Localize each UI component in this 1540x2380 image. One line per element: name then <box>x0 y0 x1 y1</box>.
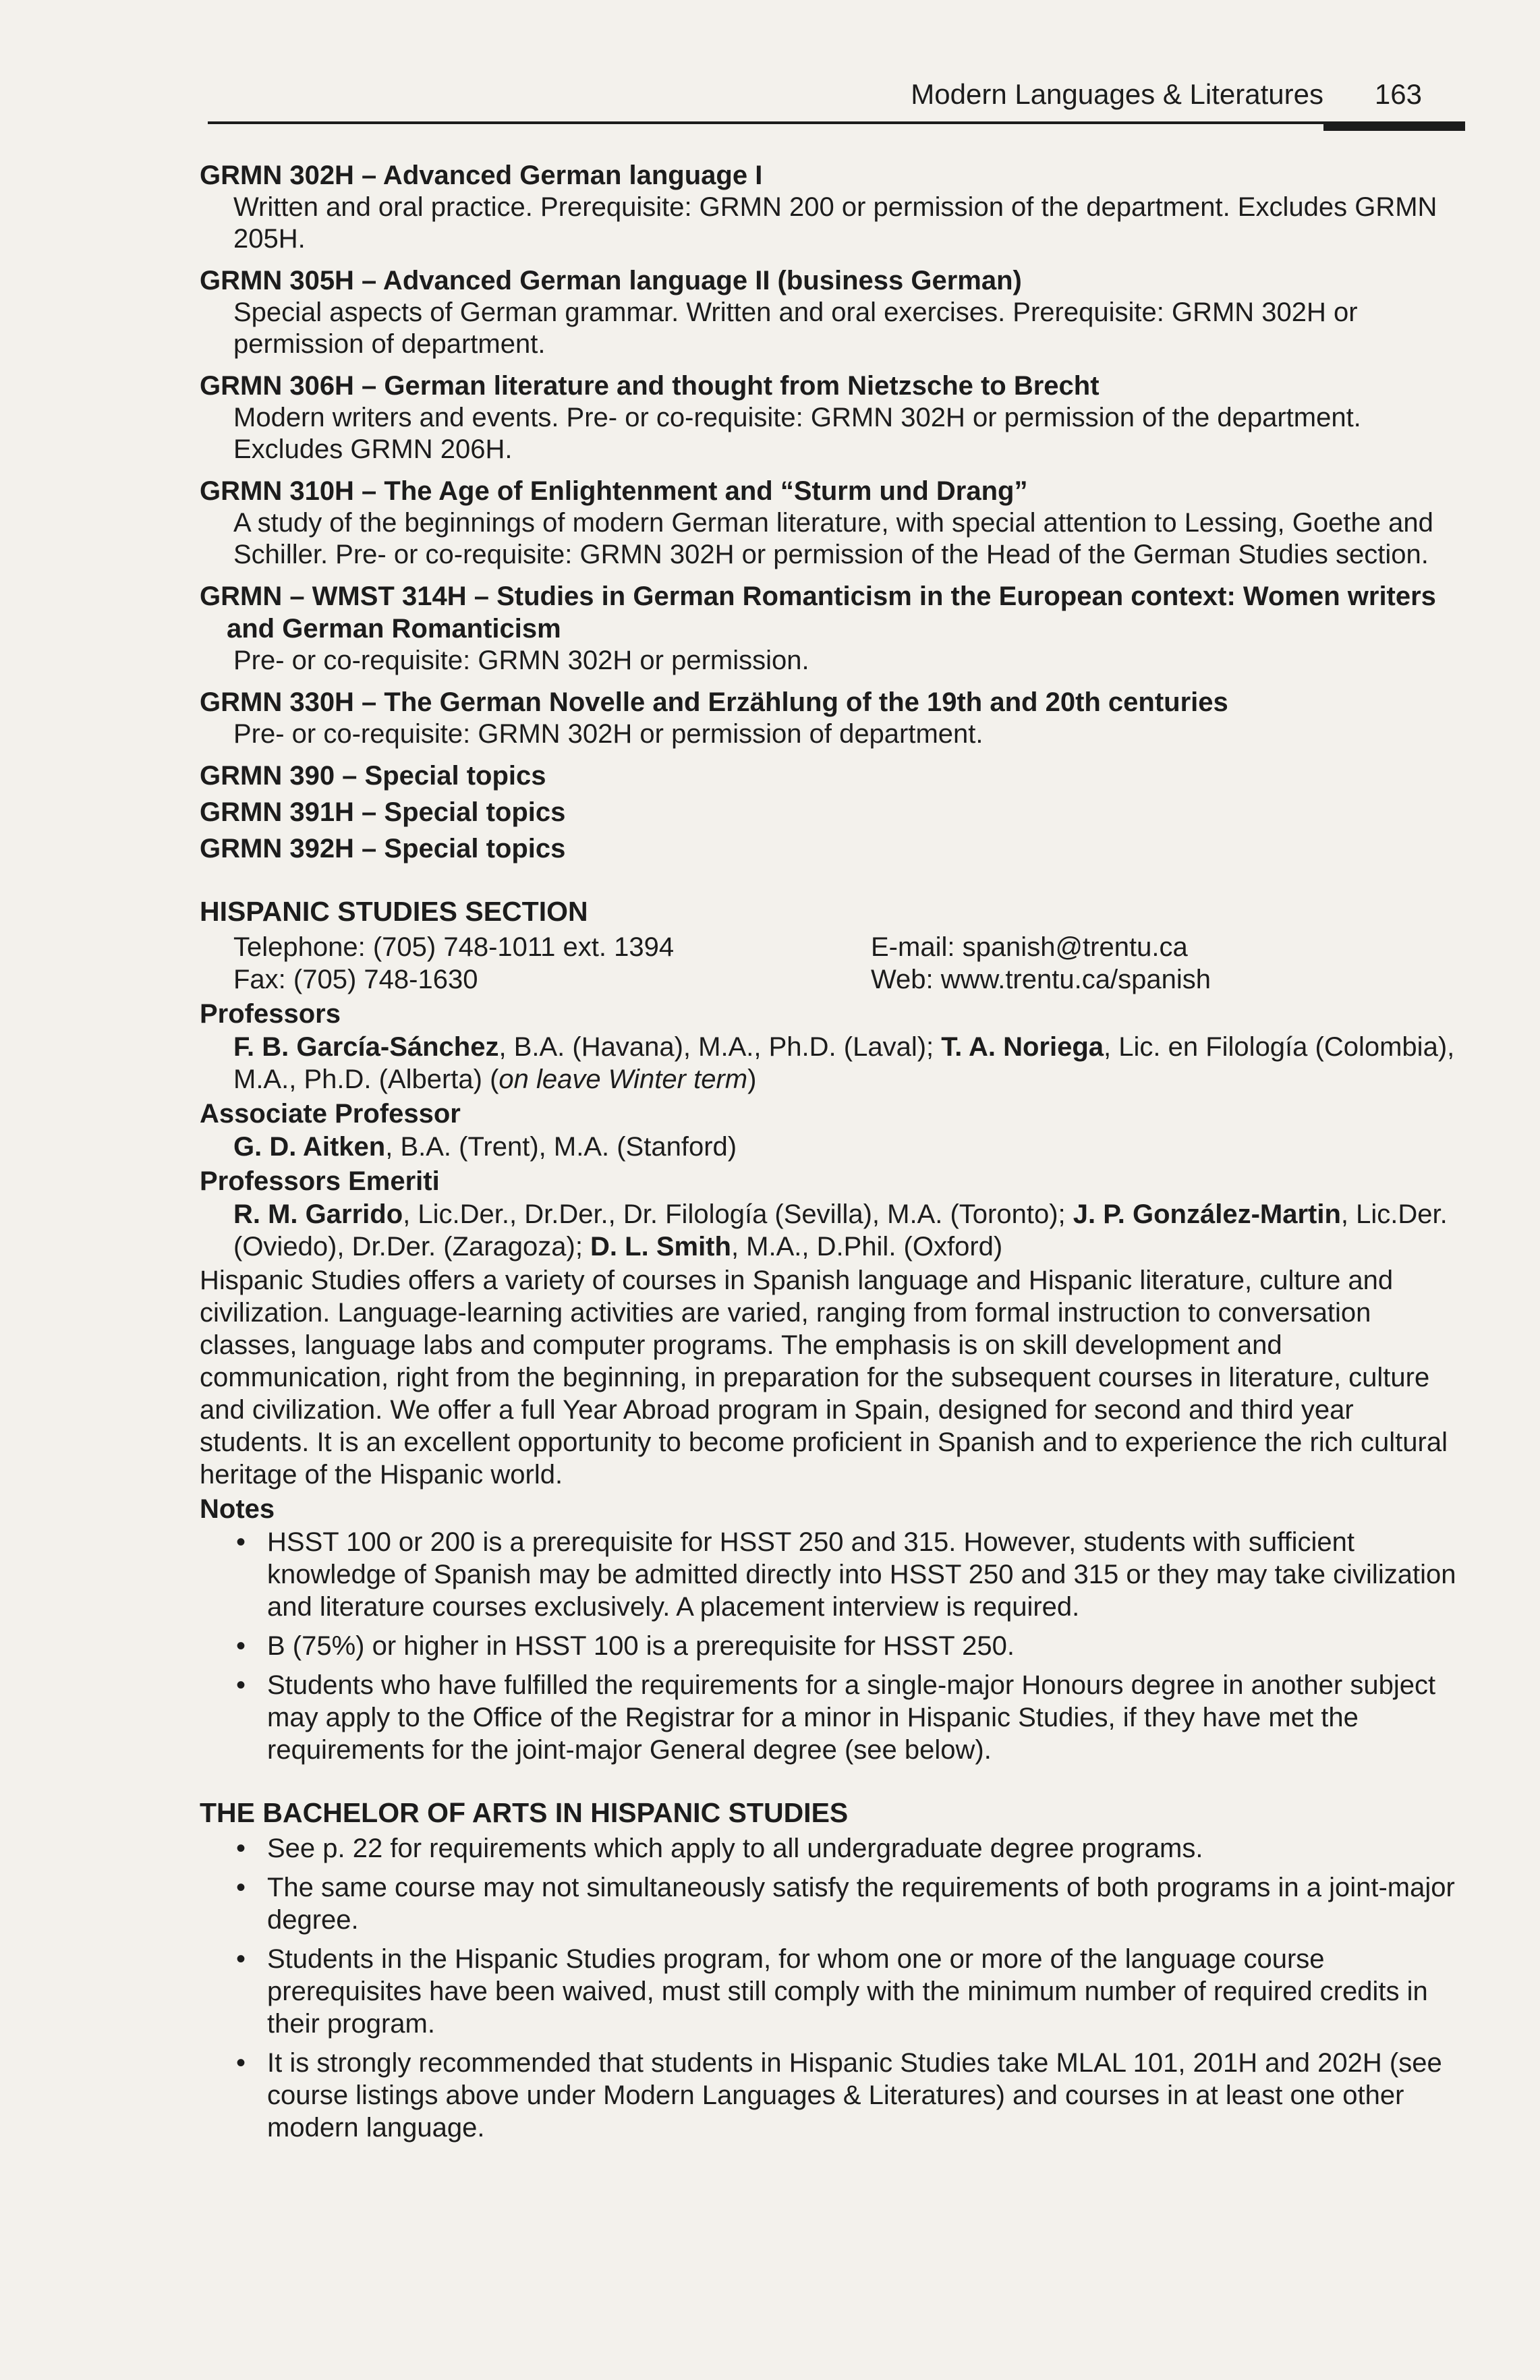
page-number: 163 <box>1374 78 1422 110</box>
requirement-text: It is strongly recommended that students in Hispanic Studies take MLAL 101, 201H and 202H (see course listings above under Modern Languages & Literatures) and courses in at least one other modern language. <box>267 2048 1442 2143</box>
running-header <box>208 67 1465 124</box>
notes-heading: Notes <box>200 1494 275 1524</box>
course-description: Special aspects of German grammar. Written and oral exercises. Prerequisite: GRMN 302H or permission of department. <box>233 298 1358 359</box>
faculty-name: R. M. Garrido <box>233 1199 403 1229</box>
website: Web: www.trentu.ca/spanish <box>871 965 1211 994</box>
page <box>200 67 1465 2294</box>
course-description: Pre- or co-requisite: GRMN 302H or permission. <box>233 646 809 675</box>
course-title: GRMN 302H – Advanced German language I <box>200 161 763 190</box>
email: E-mail: spanish@trentu.ca <box>871 932 1188 962</box>
faculty-name: T. A. Noriega <box>941 1032 1104 1062</box>
faculty-credentials: , Lic. en Filología (Colombia), M.A., Ph.D. (Alberta) ( <box>233 1032 1455 1094</box>
course-title: GRMN 310H – The Age of Enlightenment and “Sturm und Drang” <box>200 476 1028 506</box>
course-entry <box>200 159 1465 255</box>
bullet-icon: • <box>236 1670 246 1700</box>
bullet-icon: • <box>236 1944 246 1974</box>
faculty-credentials: , B.A. (Havana), M.A., Ph.D. (Laval); <box>498 1032 942 1062</box>
faculty-name: D. L. Smith <box>590 1232 731 1262</box>
requirement-text: The same course may not simultaneously satisfy the requirements of both programs in a joint-major degree. <box>267 1873 1455 1935</box>
course-title: GRMN 330H – The German Novelle and Erzählung of the 19th and 20th centuries <box>200 687 1228 717</box>
bullet-icon: • <box>236 1834 246 1863</box>
running-header-title: Modern Languages & Literatures <box>911 78 1323 110</box>
fax: Fax: (705) 748-1630 <box>233 965 478 994</box>
list-item <box>233 1526 1465 1623</box>
course-entry <box>200 832 1465 865</box>
list-item <box>233 1669 1465 1766</box>
telephone: Telephone: (705) 748-1011 ext. 1394 <box>233 932 675 962</box>
course-title: GRMN – WMST 314H – Studies in German Romanticism in the European context: Women writers and German Romanticism <box>200 582 1436 644</box>
professors-emeriti-list <box>200 1198 1465 1263</box>
page-content <box>200 159 1465 2151</box>
note-text: HSST 100 or 200 is a prerequisite for HSST 250 and 315. However, students with sufficient knowledge of Spanish may be admitted directly into HSST 250 and 315 or they may take civilization and literature courses exclusively. A placement interview is required. <box>267 1527 1456 1622</box>
list-item <box>233 2047 1465 2144</box>
ba-requirements-list <box>200 1832 1465 2144</box>
section-heading-hispanic: HISPANIC STUDIES SECTION <box>200 896 588 927</box>
faculty-name: G. D. Aitken <box>233 1132 386 1162</box>
header-rule-bar <box>1323 121 1465 131</box>
list-item <box>233 1630 1465 1662</box>
course-entry <box>200 580 1465 677</box>
list-item <box>233 1871 1465 1936</box>
faculty-name: J. P. González-Martin <box>1073 1199 1341 1229</box>
contact-info <box>200 931 1465 996</box>
note-text: B (75%) or higher in HSST 100 is a prerequisite for HSST 250. <box>267 1631 1015 1661</box>
course-description: Pre- or co-requisite: GRMN 302H or permission of department. <box>233 719 983 749</box>
course-description: A study of the beginnings of modern German literature, with special attention to Lessing, Goethe and Schiller. Pre- or co-requisite: GRMN 302H or permission of the Head of the German Studies section. <box>233 508 1433 569</box>
course-entry <box>200 264 1465 360</box>
leave-note-close: ) <box>747 1065 757 1094</box>
faculty-credentials: , Lic.Der., Dr.Der., Dr. Filología (Sevilla), M.A. (Toronto); <box>403 1199 1073 1229</box>
faculty-credentials: , B.A. (Trent), M.A. (Stanford) <box>385 1132 737 1162</box>
faculty-credentials: , Lic.Der. (Oviedo), Dr.Der. (Zaragoza); <box>233 1199 1448 1262</box>
course-entry <box>200 475 1465 571</box>
list-item <box>233 1943 1465 2040</box>
professors-emeriti-heading: Professors Emeriti <box>200 1166 440 1196</box>
course-title: GRMN 305H – Advanced German language II (business German) <box>200 266 1022 295</box>
bullet-icon: • <box>236 1873 246 1902</box>
requirement-text: See p. 22 for requirements which apply to all undergraduate degree programs. <box>267 1834 1203 1863</box>
leave-note: on leave Winter term <box>498 1065 748 1094</box>
bullet-icon: • <box>236 1631 246 1661</box>
course-title: GRMN 306H – German literature and thought from Nietzsche to Brecht <box>200 371 1100 401</box>
course-entry <box>200 760 1465 792</box>
course-title: GRMN 392H – Special topics <box>200 834 566 863</box>
course-entry <box>200 370 1465 465</box>
associate-professor-heading: Associate Professor <box>200 1099 461 1129</box>
course-description: Written and oral practice. Prerequisite: GRMN 200 or permission of the department. Excludes GRMN 205H. <box>233 192 1437 254</box>
bullet-icon: • <box>236 2048 246 2078</box>
course-entry <box>200 686 1465 750</box>
bullet-icon: • <box>236 1527 246 1557</box>
faculty-credentials: , M.A., D.Phil. (Oxford) <box>731 1232 1003 1262</box>
professors-list <box>200 1031 1465 1096</box>
faculty-name: F. B. García-Sánchez <box>233 1032 499 1062</box>
course-entry <box>200 796 1465 828</box>
hispanic-intro-paragraph: Hispanic Studies offers a variety of courses in Spanish language and Hispanic literature, culture and civilization. Language-learning activities are varied, ranging from formal instruction to conversation classes, language labs and computer programs. The emphasis is on skill development and communication, right from the beginning, in preparation for the subsequent courses in literature, culture and civilization. We offer a full Year Abroad program in Spain, designed for second and third year students. It is an excellent opportunity to become proficient in Spanish and to experience the rich cultural heritage of the Hispanic world. <box>200 1266 1448 1490</box>
requirement-text: Students in the Hispanic Studies program, for whom one or more of the language course prerequisites have been waived, must still comply with the minimum number of required credits in their program. <box>267 1944 1428 2039</box>
associate-professor-list <box>200 1131 1465 1163</box>
section-heading-ba: THE BACHELOR OF ARTS IN HISPANIC STUDIES <box>200 1797 849 1828</box>
notes-list <box>200 1526 1465 1766</box>
list-item <box>233 1832 1465 1865</box>
course-title: GRMN 391H – Special topics <box>200 797 566 827</box>
course-description: Modern writers and events. Pre- or co-requisite: GRMN 302H or permission of the department. Excludes GRMN 206H. <box>233 403 1361 464</box>
note-text: Students who have fulfilled the requirements for a single-major Honours degree in another subject may apply to the Office of the Registrar for a minor in Hispanic Studies, if they have met the requirements for the joint-major General degree (see below). <box>267 1670 1436 1765</box>
professors-heading: Professors <box>200 999 341 1029</box>
course-title: GRMN 390 – Special topics <box>200 761 546 791</box>
